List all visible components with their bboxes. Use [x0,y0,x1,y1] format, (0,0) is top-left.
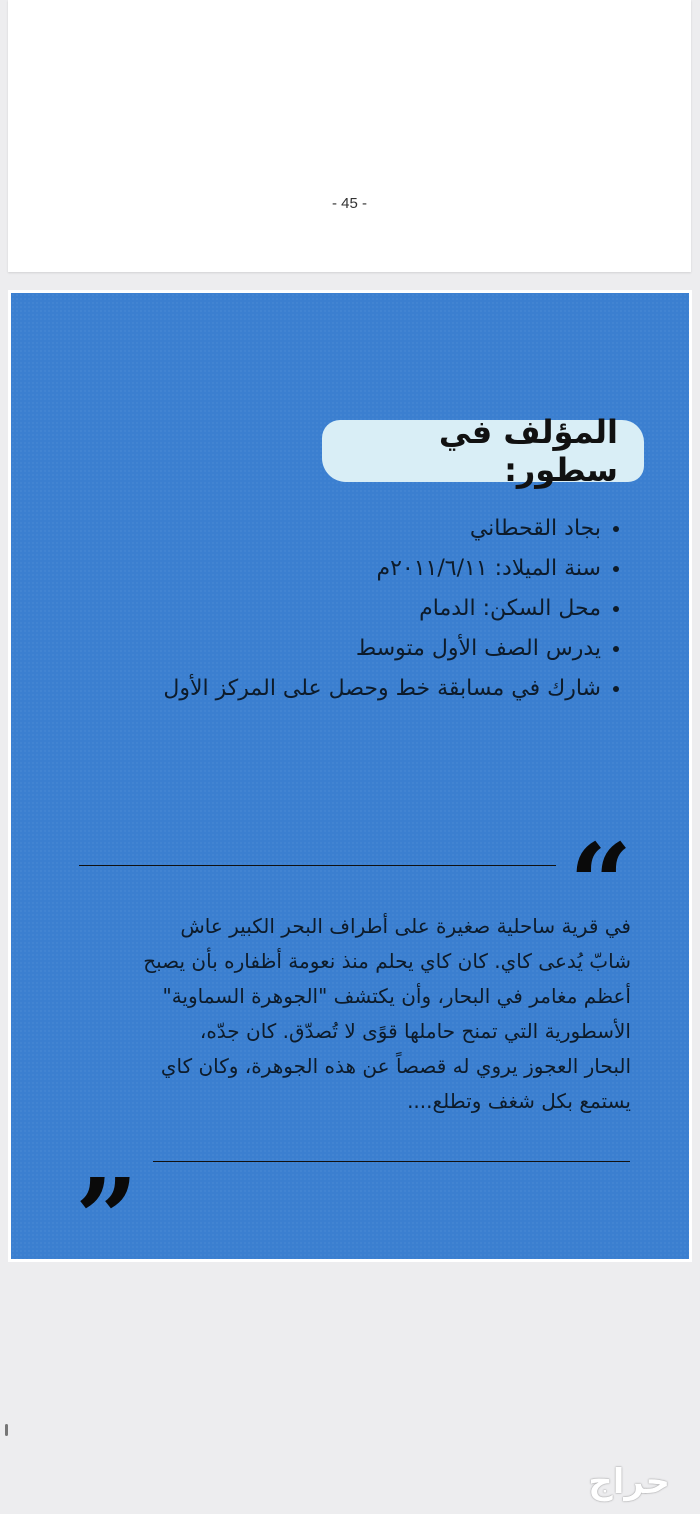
list-item [59,589,619,629]
list-item [59,549,619,589]
page-number: - 45 - [331,195,367,212]
author-name: بجاد القحطاني [469,516,601,541]
bullet-dot-icon [613,686,619,692]
top-divider [79,865,556,866]
excerpt-line: يستمع بكل شغف وتطلع.... [407,1089,631,1113]
author-page-background [11,293,689,1259]
title-badge [322,413,644,489]
school-grade: يدرس الصف الأول متوسط [355,636,601,661]
list-item [59,669,619,709]
excerpt-line: البحار العجوز يروي له قصصاً عن هذه الجوهرة، وكان كاي [160,1054,631,1078]
bullet-dot-icon [613,646,619,652]
bottom-divider [153,1161,630,1162]
list-item [59,629,619,669]
haraj-logo: حراج [588,1462,670,1502]
birth-date: سنة الميلاد: ٢٠١١/٦/١١م [376,556,601,581]
excerpt-line: أعظم مغامر في البحار، وأن يكتشف "الجوهرة السماوية" [162,984,631,1008]
close-quote-icon: „ [77,1091,141,1220]
bullet-dot-icon [613,526,619,532]
previous-page [8,0,691,272]
excerpt-line: الأسطورية التي تمنح حاملها قوًى لا تُصدّق. كان جدّه، [199,1019,631,1043]
excerpt-line: في قرية ساحلية صغيرة على أطراف البحر الكبير عاش [180,914,631,938]
bullet-dot-icon [613,566,619,572]
achievement: شارك في مسابقة خط وحصل على المركز الأول [163,676,601,701]
story-excerpt [79,909,631,1119]
residence: محل السكن: الدمام [419,596,601,621]
page-title: المؤلف في سطور: [438,413,618,489]
open-quote-icon: “ [569,819,633,948]
list-item [59,509,619,549]
excerpt-line: شابّ يُدعى كاي. كان كاي يحلم منذ نعومة أظفاره بأن يصبح [143,949,631,973]
bullet-dot-icon [613,606,619,612]
author-facts-list [59,509,619,709]
scrollbar[interactable] [5,1424,8,1436]
author-page [8,290,692,1262]
